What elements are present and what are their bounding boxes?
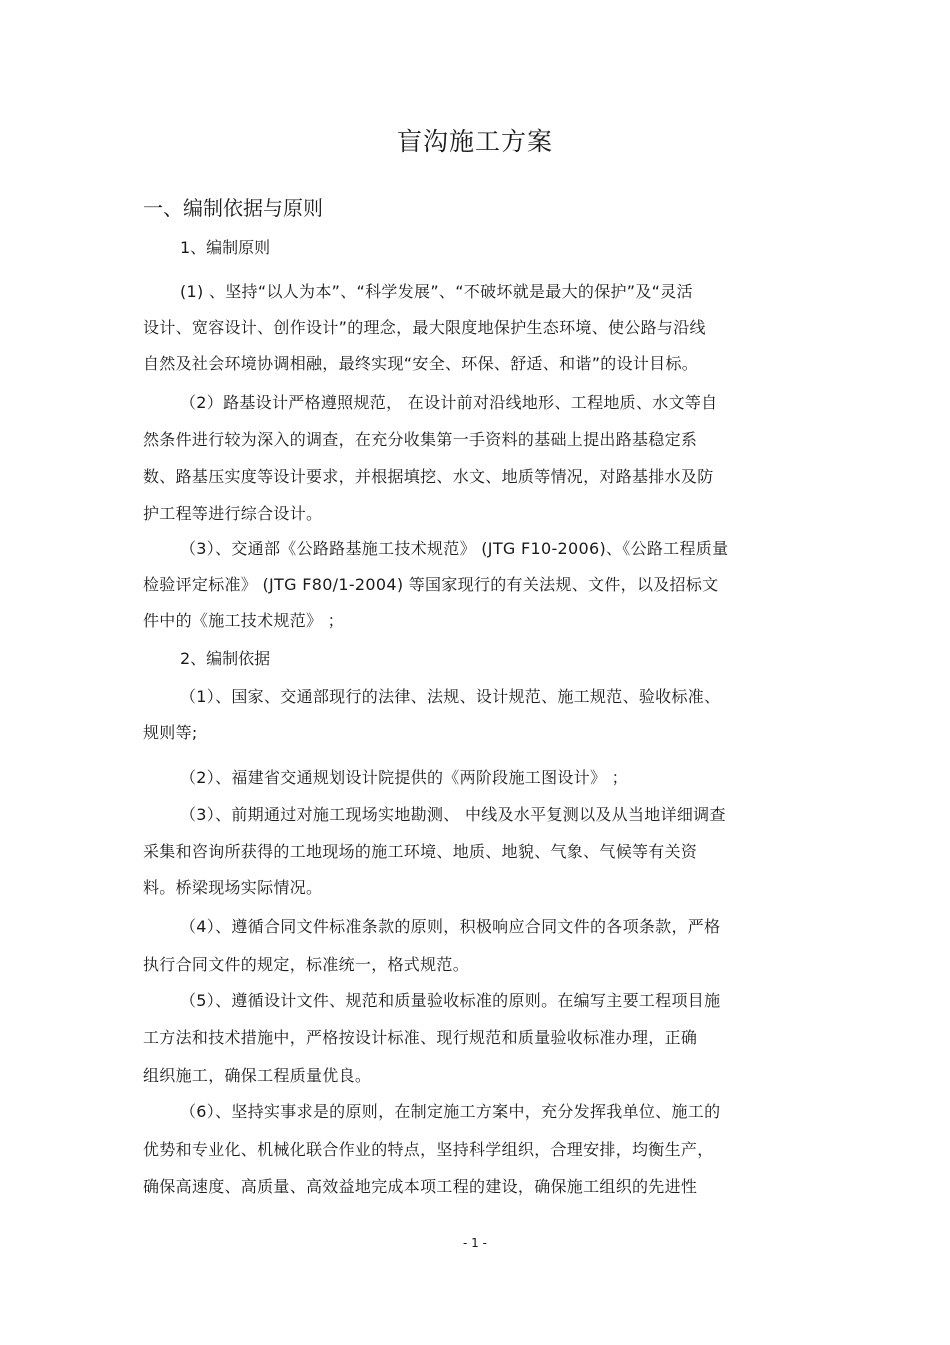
subsection-heading-principles: 1、编制原则	[180, 238, 271, 257]
paragraph-line: 检验评定标准》 (JTG F80/1-2004) 等国家现行的有关法规、文件，以及招标文	[143, 575, 719, 594]
paragraph-line: 确保高速度、高质量、高效益地完成本项工程的建设，确保施工组织的先进性	[143, 1177, 698, 1196]
paragraph-line: 数、路基压实度等设计要求，并根据填挖、水文、地质等情况，对路基排水及防	[143, 467, 714, 486]
paragraph-line: 工方法和技术措施中，严格按设计标准、现行规范和质量验收标准办理，正确	[143, 1028, 698, 1047]
paragraph-line: 料。桥梁现场实际情况。	[143, 878, 323, 897]
paragraph-line: 件中的《施工技术规范》 ；	[143, 611, 344, 630]
paragraph-line: 执行合同文件的规定，标准统一，格式规范。	[143, 955, 470, 974]
paragraph-line: (1) 、坚持“以人为本”、“科学发展”、“不破坏就是最大的保护”及“灵活	[180, 282, 693, 301]
section-heading: 一、编制依据与原则	[143, 196, 323, 220]
subsection-heading-basis: 2、编制依据	[180, 649, 271, 668]
document-title: 盲沟施工方案	[396, 127, 553, 156]
paragraph-line: （2）、福建省交通规划设计院提供的《两阶段施工图设计》 ；	[180, 768, 628, 787]
paragraph-line: 规则等;	[143, 723, 198, 742]
paragraph-line: （2）路基设计严格遵照规范， 在设计前对沿线地形、工程地质、水文等自	[180, 393, 718, 412]
paragraph-line: 采集和咨询所获得的工地现场的施工环境、地质、地貌、气象、气候等有关资	[143, 842, 698, 861]
paragraph-line: 优势和专业化、机械化联合作业的特点，坚持科学组织，合理安排，均衡生产，	[143, 1140, 714, 1159]
paragraph-line: 护工程等进行综合设计。	[143, 504, 323, 523]
paragraph-line: 自然及社会环境协调相融，最终实现“安全、环保、舒适、和谐”的设计目标。	[143, 354, 699, 373]
paragraph-line: 组织施工，确保工程质量优良。	[143, 1066, 372, 1085]
paragraph-line: （3）、前期通过对施工现场实地勘测、 中线及水平复测以及从当地详细调查	[180, 805, 726, 824]
paragraph-line: （5）、遵循设计文件、规范和质量验收标准的原则。在编写主要工程项目施	[180, 991, 721, 1010]
paragraph-line: 设计、宽容设计、创作设计”的理念，最大限度地保护生态环境、使公路与沿线	[143, 318, 706, 337]
page-number: - 1 -	[463, 1236, 487, 1250]
paragraph-line: （6）、坚持实事求是的原则，在制定施工方案中，充分发挥我单位、施工的	[180, 1102, 721, 1121]
paragraph-line: 然条件进行较为深入的调查，在充分收集第一手资料的基础上提出路基稳定系	[143, 430, 698, 449]
paragraph-line: （1）、国家、交通部现行的法律、法规、设计规范、施工规范、验收标准、	[180, 687, 721, 706]
paragraph-line: （3）、交通部《公路路基施工技术规范》 (JTG F10-2006)、《公路工程质量	[180, 539, 729, 558]
paragraph-line: （4）、遵循合同文件标准条款的原则，积极响应合同文件的各项条款，严格	[180, 917, 721, 936]
